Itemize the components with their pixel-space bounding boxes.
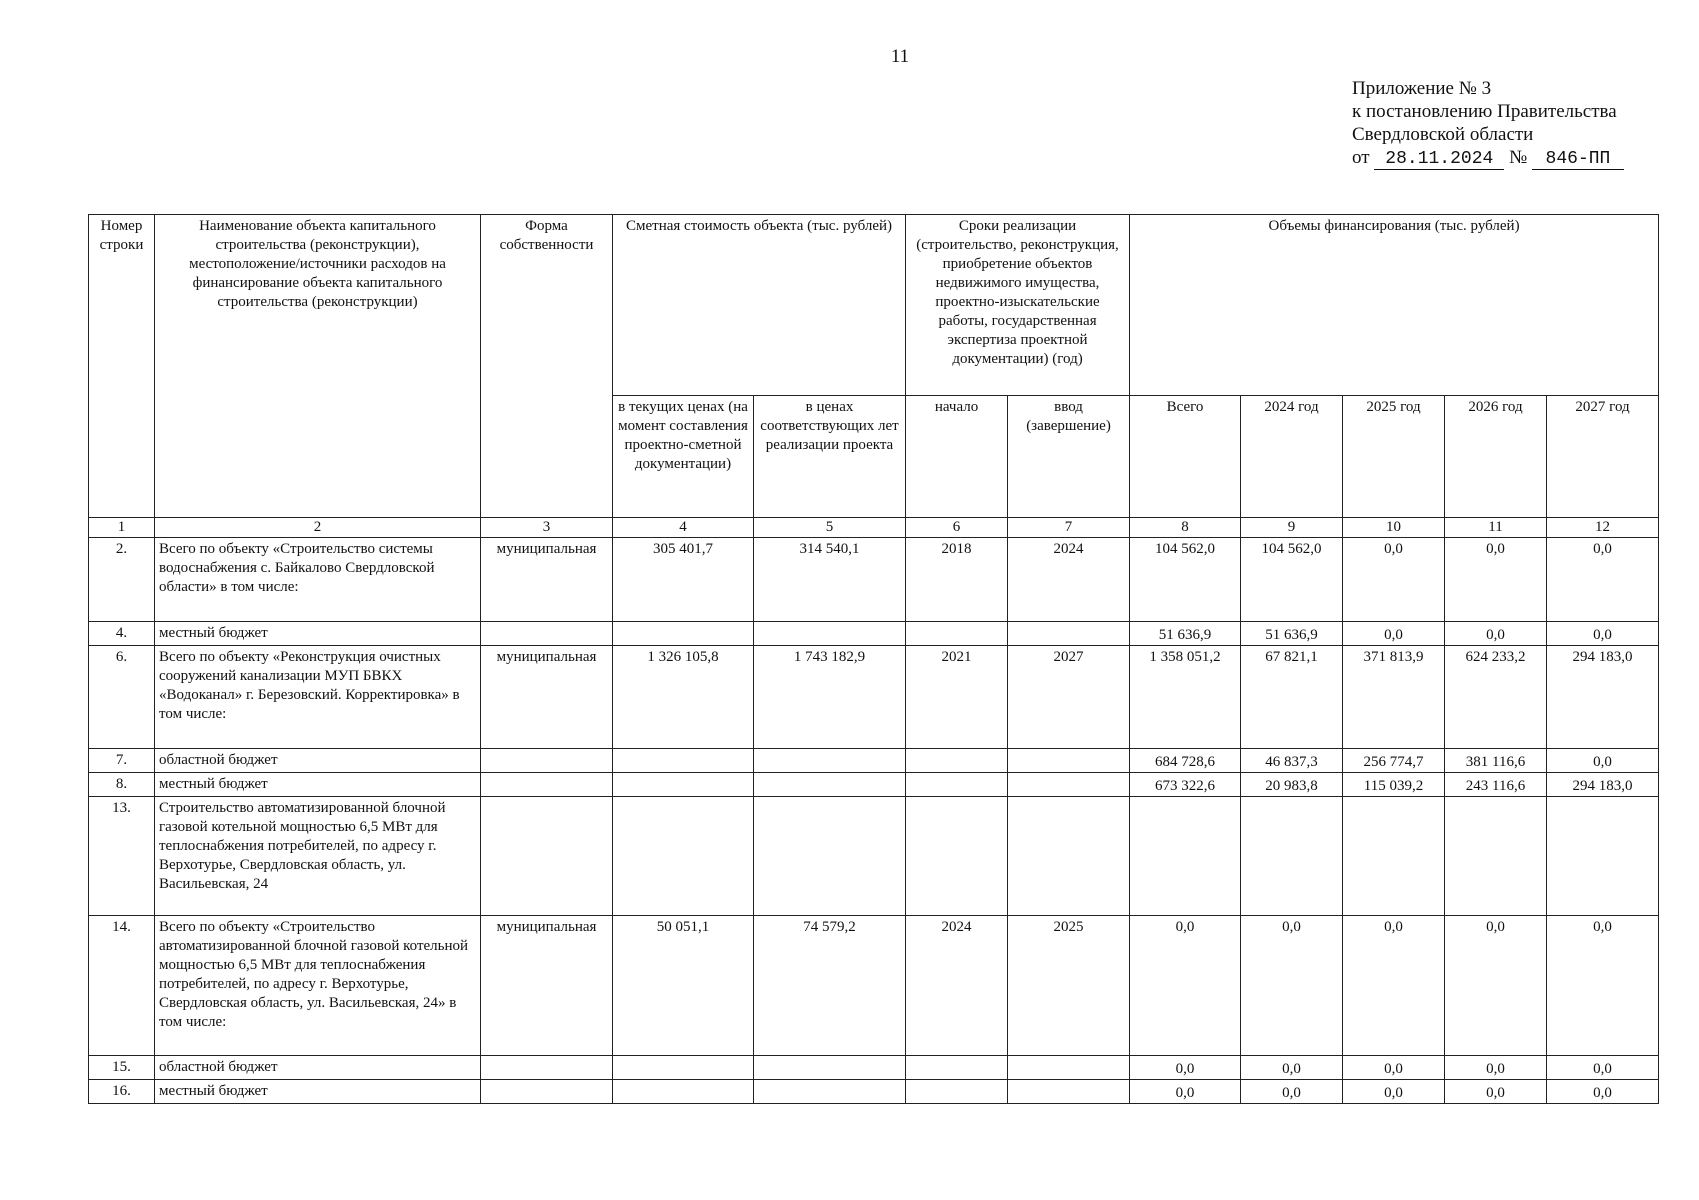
cell-cost-current [613, 773, 754, 797]
header-ownership: Форма собственности [481, 215, 613, 518]
cell-object-name: местный бюджет [155, 1080, 481, 1104]
cell-end [1008, 622, 1130, 646]
appendix-region: Свердловской области [1352, 124, 1534, 145]
header-2026: 2026 год [1445, 396, 1547, 518]
cell-cost-current: 1 326 105,8 [613, 646, 754, 749]
number-prefix: № [1509, 147, 1528, 168]
cell-start [906, 622, 1008, 646]
cell-cost-current [613, 622, 754, 646]
cell-total: 0,0 [1130, 1080, 1241, 1104]
cell-cost-years: 314 540,1 [754, 538, 906, 622]
cell-row-number: 15. [89, 1056, 155, 1080]
cell-2025 [1343, 797, 1445, 916]
cell-object-name: Строительство автоматизированной блочной газовой котельной мощностью 6,5 МВт для теплоснабжения потребителей, по адресу г. Верхотурье, Свердловская область, ул. Васильевская, 24 [155, 797, 481, 916]
table-row [89, 622, 1659, 646]
cell-ownership: муниципальная [481, 916, 613, 1056]
cell-2027 [1547, 797, 1659, 916]
cell-cost-years [754, 773, 906, 797]
cell-object-name: Всего по объекту «Реконструкция очистных сооружений канализации МУП БВКХ «Водоканал» г. Березовский. Корректировка» в том числе: [155, 646, 481, 749]
header-2025: 2025 год [1343, 396, 1445, 518]
cell-ownership [481, 1080, 613, 1104]
decree-date-number-line [1352, 146, 1624, 170]
cell-row-number: 2. [89, 538, 155, 622]
cell-2024 [1241, 797, 1343, 916]
cell-cost-years: 74 579,2 [754, 916, 906, 1056]
column-number: 7 [1008, 518, 1130, 538]
column-number: 6 [906, 518, 1008, 538]
cell-row-number: 13. [89, 797, 155, 916]
cell-2026 [1445, 797, 1547, 916]
cell-2025: 0,0 [1343, 622, 1445, 646]
cell-cost-years [754, 797, 906, 916]
cell-row-number: 16. [89, 1080, 155, 1104]
cell-start: 2021 [906, 646, 1008, 749]
cell-object-name: Всего по объекту «Строительство автоматизированной блочной газовой котельной мощностью 6,5 МВт для теплоснабжения потребителей, по адресу г. Верхотурье, Свердловская область, ул. Васильевская, 24» в том числе: [155, 916, 481, 1056]
cell-2024: 0,0 [1241, 1056, 1343, 1080]
header-cost-current: в текущих ценах (на момент составления проектно-сметной документации) [613, 396, 754, 518]
cell-end: 2025 [1008, 916, 1130, 1056]
table-row [89, 797, 1659, 916]
cell-2027: 294 183,0 [1547, 773, 1659, 797]
cell-total: 104 562,0 [1130, 538, 1241, 622]
header-estimated-cost: Сметная стоимость объекта (тыс. рублей) [613, 215, 906, 396]
cell-total: 1 358 051,2 [1130, 646, 1241, 749]
header-cost-years: в ценах соответствующих лет реализации проекта [754, 396, 906, 518]
cell-2024: 104 562,0 [1241, 538, 1343, 622]
cell-end [1008, 749, 1130, 773]
cell-start [906, 797, 1008, 916]
table-row [89, 916, 1659, 1056]
cell-cost-current [613, 1056, 754, 1080]
cell-total [1130, 797, 1241, 916]
column-number: 1 [89, 518, 155, 538]
cell-object-name: областной бюджет [155, 749, 481, 773]
cell-2024: 0,0 [1241, 1080, 1343, 1104]
cell-ownership: муниципальная [481, 646, 613, 749]
column-number: 10 [1343, 518, 1445, 538]
cell-end [1008, 1080, 1130, 1104]
cell-2025: 0,0 [1343, 916, 1445, 1056]
date-prefix: от [1352, 147, 1370, 168]
cell-2027: 0,0 [1547, 1080, 1659, 1104]
cell-object-name: областной бюджет [155, 1056, 481, 1080]
cell-cost-years [754, 1056, 906, 1080]
column-number: 2 [155, 518, 481, 538]
cell-2026: 243 116,6 [1445, 773, 1547, 797]
table-row [89, 773, 1659, 797]
cell-cost-years [754, 622, 906, 646]
cell-cost-years [754, 749, 906, 773]
cell-end [1008, 1056, 1130, 1080]
cell-end: 2027 [1008, 646, 1130, 749]
header-total: Всего [1130, 396, 1241, 518]
cell-2025: 371 813,9 [1343, 646, 1445, 749]
cell-2027: 0,0 [1547, 1056, 1659, 1080]
cell-2027: 294 183,0 [1547, 646, 1659, 749]
appendix-block [1352, 77, 1624, 170]
decree-number: 846-ПП [1532, 149, 1624, 170]
cell-ownership: муниципальная [481, 538, 613, 622]
cell-2025: 115 039,2 [1343, 773, 1445, 797]
cell-total: 0,0 [1130, 916, 1241, 1056]
column-number: 9 [1241, 518, 1343, 538]
header-row-number: Номер строки [89, 215, 155, 518]
cell-row-number: 14. [89, 916, 155, 1056]
header-end: ввод (завершение) [1008, 396, 1130, 518]
cell-cost-current: 305 401,7 [613, 538, 754, 622]
cell-2025: 0,0 [1343, 538, 1445, 622]
cell-2024: 0,0 [1241, 916, 1343, 1056]
cell-cost-current [613, 749, 754, 773]
cell-2027: 0,0 [1547, 622, 1659, 646]
cell-end [1008, 797, 1130, 916]
cell-2024: 67 821,1 [1241, 646, 1343, 749]
cell-cost-current [613, 797, 754, 916]
cell-ownership [481, 797, 613, 916]
cell-end [1008, 773, 1130, 797]
cell-2025: 0,0 [1343, 1080, 1445, 1104]
cell-row-number: 8. [89, 773, 155, 797]
appendix-title: Приложение № 3 [1352, 78, 1492, 99]
page-number: 11 [890, 46, 910, 67]
cell-total: 673 322,6 [1130, 773, 1241, 797]
header-2024: 2024 год [1241, 396, 1343, 518]
cell-start [906, 1080, 1008, 1104]
table-row [89, 1080, 1659, 1104]
cell-ownership [481, 773, 613, 797]
cell-2025: 256 774,7 [1343, 749, 1445, 773]
header-object-name: Наименование объекта капитального строительства (реконструкции), местоположение/источники расходов на финансирование объекта капитального строительства (реконструкции) [155, 215, 481, 518]
cell-end: 2024 [1008, 538, 1130, 622]
column-number: 3 [481, 518, 613, 538]
cell-2026: 624 233,2 [1445, 646, 1547, 749]
cell-ownership [481, 1056, 613, 1080]
cell-2025: 0,0 [1343, 1056, 1445, 1080]
column-number: 12 [1547, 518, 1659, 538]
header-start: начало [906, 396, 1008, 518]
header-2027: 2027 год [1547, 396, 1659, 518]
cell-start [906, 773, 1008, 797]
header-terms: Сроки реализации (строительство, реконструкция, приобретение объектов недвижимого имущества, проектно-изыскательские работы, государственная экспертиза проектной документации) (год) [906, 215, 1130, 396]
header-funding: Объемы финансирования (тыс. рублей) [1130, 215, 1659, 396]
financing-table [88, 214, 1659, 1104]
cell-2026: 0,0 [1445, 538, 1547, 622]
cell-start [906, 1056, 1008, 1080]
cell-object-name: Всего по объекту «Строительство системы водоснабжения с. Байкалово Свердловской области» в том числе: [155, 538, 481, 622]
table-row [89, 1056, 1659, 1080]
cell-cost-current: 50 051,1 [613, 916, 754, 1056]
table-row [89, 749, 1659, 773]
cell-total: 684 728,6 [1130, 749, 1241, 773]
cell-total: 0,0 [1130, 1056, 1241, 1080]
column-number: 11 [1445, 518, 1547, 538]
cell-row-number: 7. [89, 749, 155, 773]
cell-total: 51 636,9 [1130, 622, 1241, 646]
cell-cost-current [613, 1080, 754, 1104]
cell-start: 2018 [906, 538, 1008, 622]
cell-2024: 51 636,9 [1241, 622, 1343, 646]
column-number-row [89, 518, 1659, 538]
decree-date: 28.11.2024 [1374, 149, 1504, 170]
cell-2024: 20 983,8 [1241, 773, 1343, 797]
cell-cost-years [754, 1080, 906, 1104]
cell-start: 2024 [906, 916, 1008, 1056]
column-number: 4 [613, 518, 754, 538]
cell-row-number: 6. [89, 646, 155, 749]
cell-2026: 0,0 [1445, 1056, 1547, 1080]
cell-2027: 0,0 [1547, 916, 1659, 1056]
appendix-decree-ref: к постановлению Правительства [1352, 101, 1617, 122]
cell-object-name: местный бюджет [155, 622, 481, 646]
cell-2027: 0,0 [1547, 749, 1659, 773]
cell-2026: 0,0 [1445, 916, 1547, 1056]
cell-row-number: 4. [89, 622, 155, 646]
cell-2026: 0,0 [1445, 622, 1547, 646]
cell-2026: 381 116,6 [1445, 749, 1547, 773]
cell-2026: 0,0 [1445, 1080, 1547, 1104]
cell-cost-years: 1 743 182,9 [754, 646, 906, 749]
column-number: 5 [754, 518, 906, 538]
cell-object-name: местный бюджет [155, 773, 481, 797]
cell-ownership [481, 749, 613, 773]
table-row [89, 646, 1659, 749]
cell-start [906, 749, 1008, 773]
cell-2027: 0,0 [1547, 538, 1659, 622]
cell-ownership [481, 622, 613, 646]
table-row [89, 538, 1659, 622]
cell-2024: 46 837,3 [1241, 749, 1343, 773]
column-number: 8 [1130, 518, 1241, 538]
